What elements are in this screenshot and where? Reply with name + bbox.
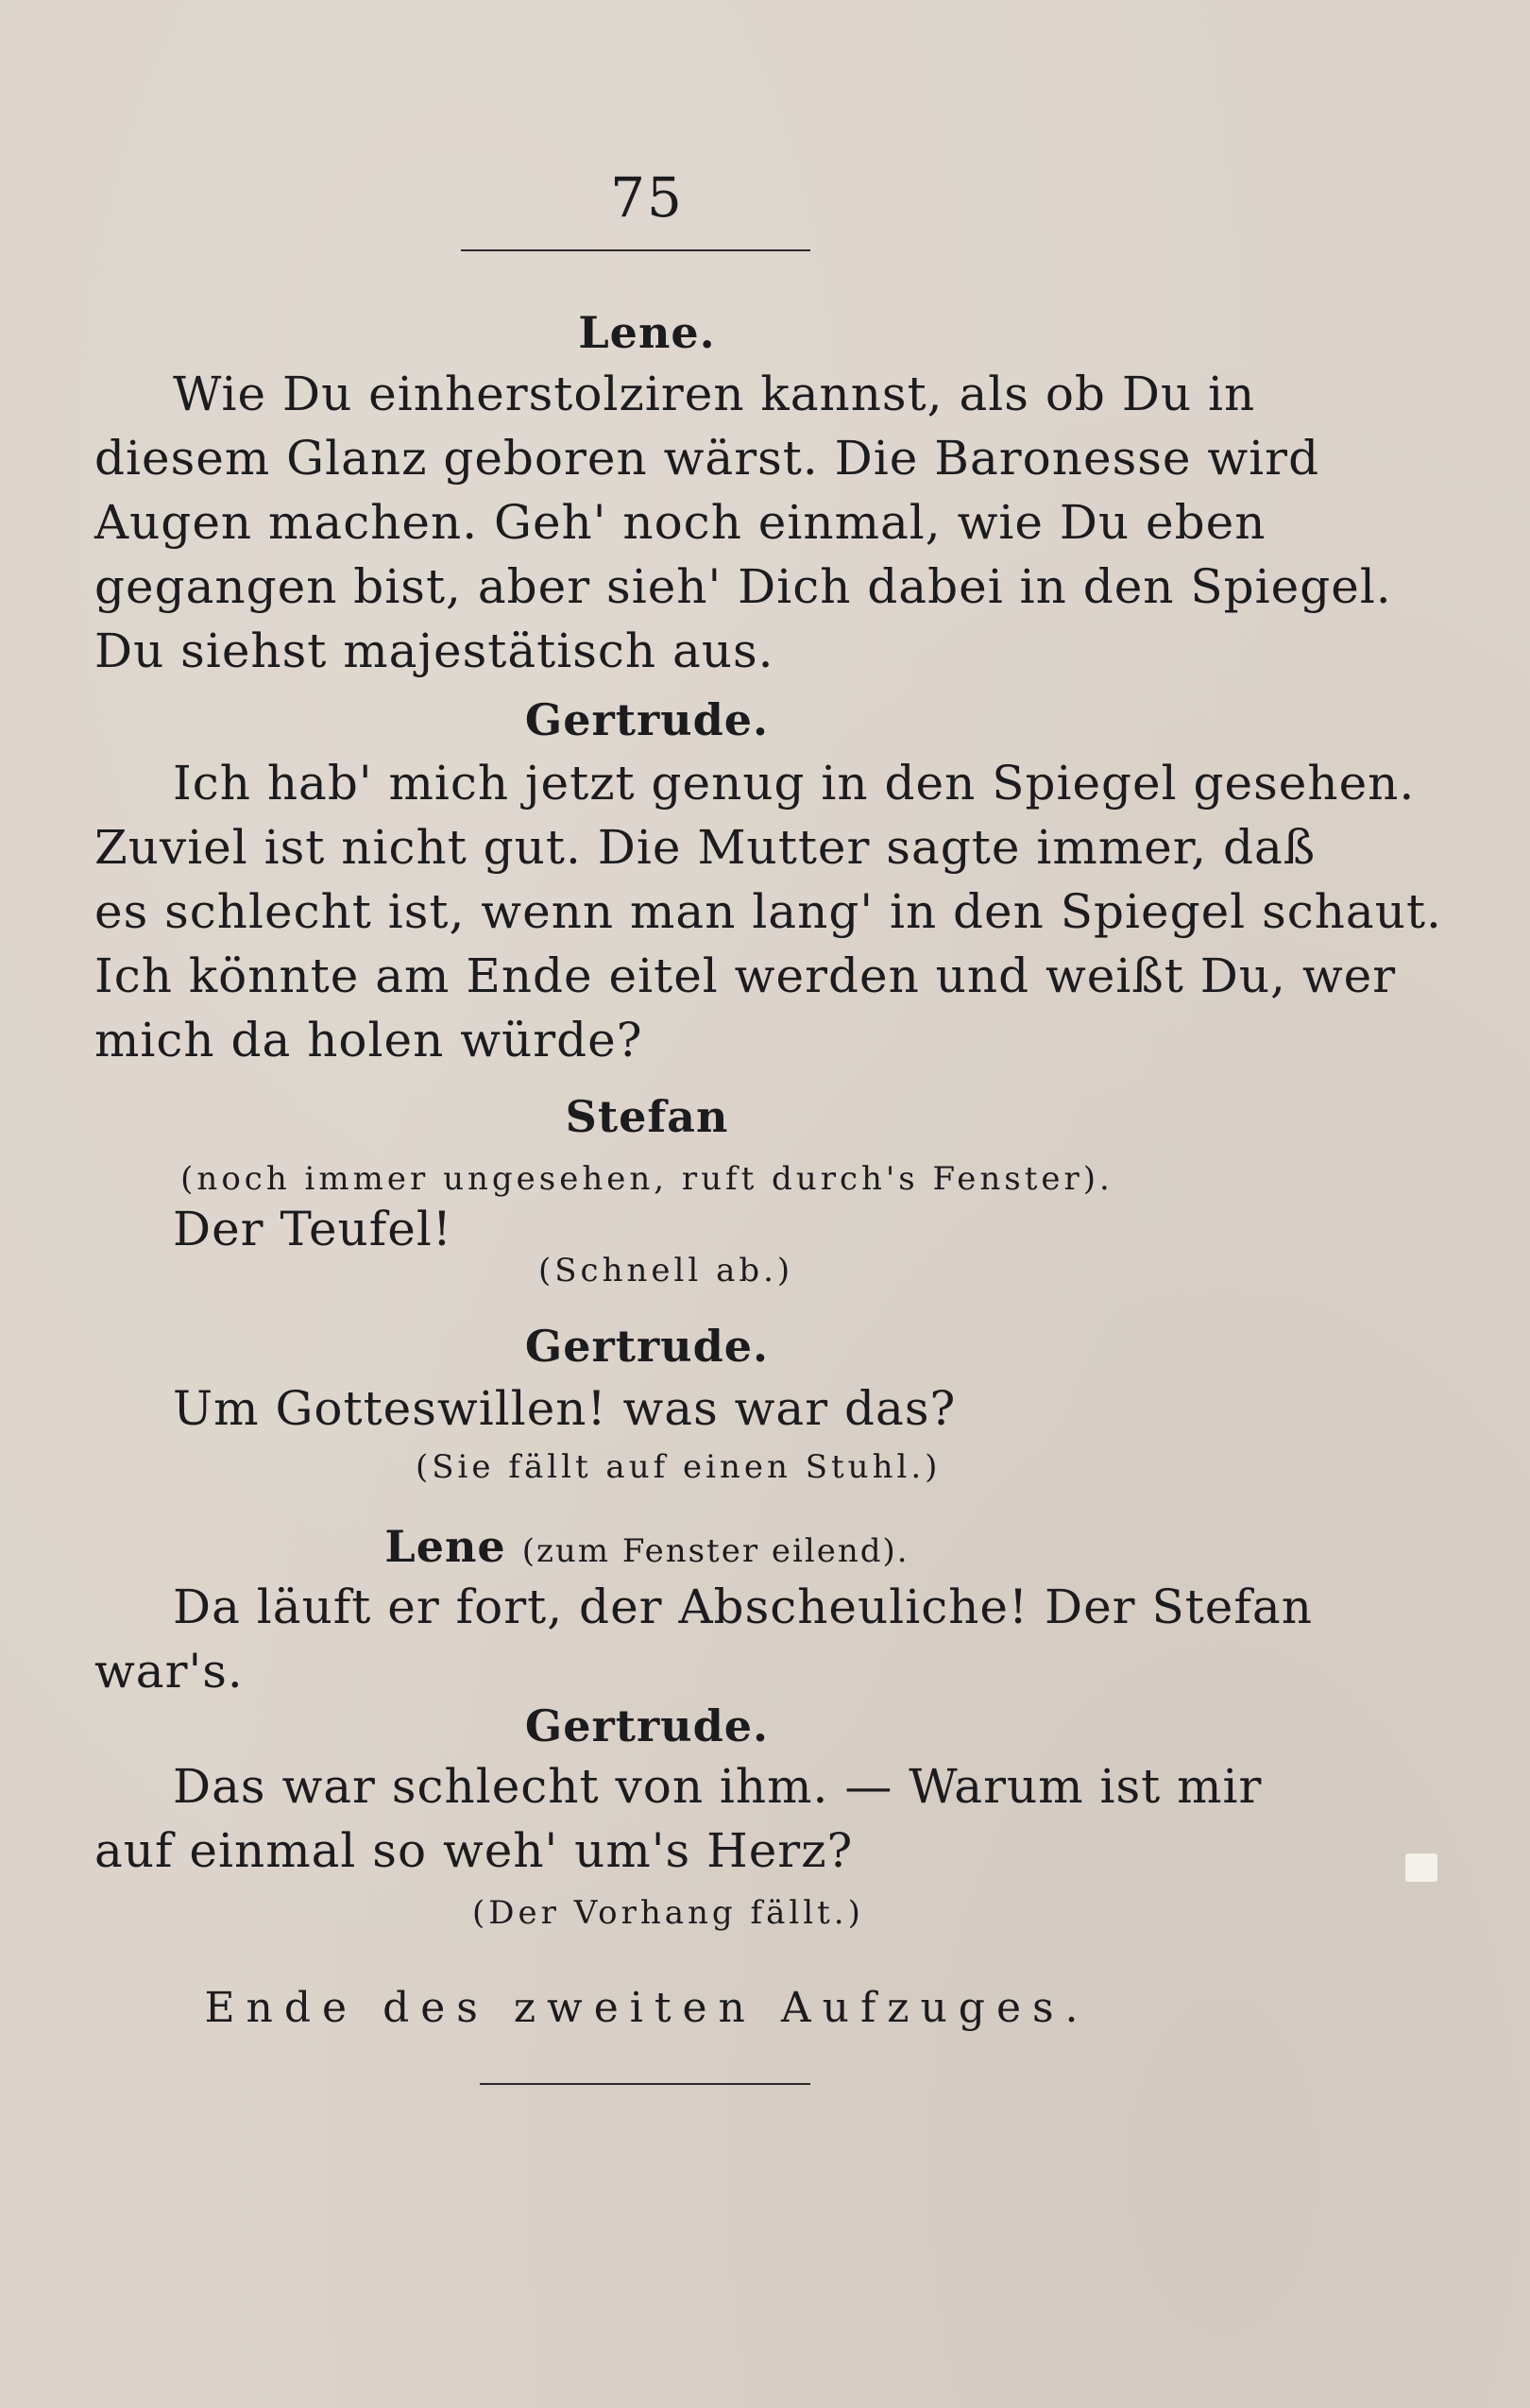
speaker-gertrude: Gertrude. bbox=[524, 694, 770, 745]
act-ending: Ende des zweiten Aufzuges. bbox=[204, 1984, 1090, 2032]
text-line: Der Teufel! bbox=[173, 1202, 452, 1256]
page-number: 75 bbox=[610, 165, 684, 230]
stage-direction: (noch immer ungesehen, ruft durch's Fenster). bbox=[180, 1160, 1114, 1198]
stage-direction: (Schnell ab.) bbox=[538, 1252, 794, 1289]
text-line: Augen machen. Geh' noch einmal, wie Du eben bbox=[94, 495, 1266, 550]
speaker-lene-with-direction bbox=[0, 1521, 1294, 1572]
stage-direction: (zum Fenster eilend). bbox=[521, 1532, 910, 1570]
paper-blemish bbox=[1405, 1853, 1437, 1882]
text-line: Das war schlecht von ihm. — Warum ist mir bbox=[173, 1759, 1263, 1814]
text-line: auf einmal so weh' um's Herz? bbox=[94, 1823, 854, 1878]
text-line: mich da holen würde? bbox=[94, 1013, 643, 1067]
speaker-name: Lene bbox=[384, 1521, 506, 1572]
text-line: Wie Du einherstolziren kannst, als ob Du in bbox=[173, 367, 1256, 421]
speaker-lene: Lene. bbox=[578, 307, 716, 358]
header-rule bbox=[461, 249, 810, 251]
text-line: es schlecht ist, wenn man lang' in den Spiegel schaut. bbox=[94, 884, 1442, 939]
text-line: Du siehst majestätisch aus. bbox=[94, 623, 774, 678]
text-line: Zuviel ist nicht gut. Die Mutter sagte immer, daß bbox=[94, 820, 1317, 875]
speaker-gertrude: Gertrude. bbox=[524, 1700, 770, 1751]
text-line: Da läuft er fort, der Abscheuliche! Der Stefan bbox=[173, 1580, 1313, 1634]
text-line: gegangen bist, aber sieh' Dich dabei in den Spiegel. bbox=[94, 559, 1392, 614]
text-line: Ich könnte am Ende eitel werden und weißt Du, wer bbox=[94, 948, 1397, 1003]
stage-direction: (Der Vorhang fällt.) bbox=[472, 1894, 864, 1932]
speaker-gertrude: Gertrude. bbox=[524, 1321, 770, 1372]
text-line: Um Gotteswillen! was war das? bbox=[173, 1381, 957, 1436]
text-line: war's. bbox=[94, 1644, 244, 1699]
text-line: diesem Glanz geboren wärst. Die Baronesse wird bbox=[94, 431, 1320, 486]
footer-rule bbox=[480, 2083, 810, 2085]
text-line: Ich hab' mich jetzt genug in den Spiegel gesehen. bbox=[173, 756, 1416, 811]
speaker-stefan: Stefan bbox=[565, 1091, 729, 1142]
stage-direction: (Sie fällt auf einen Stuhl.) bbox=[416, 1448, 942, 1486]
